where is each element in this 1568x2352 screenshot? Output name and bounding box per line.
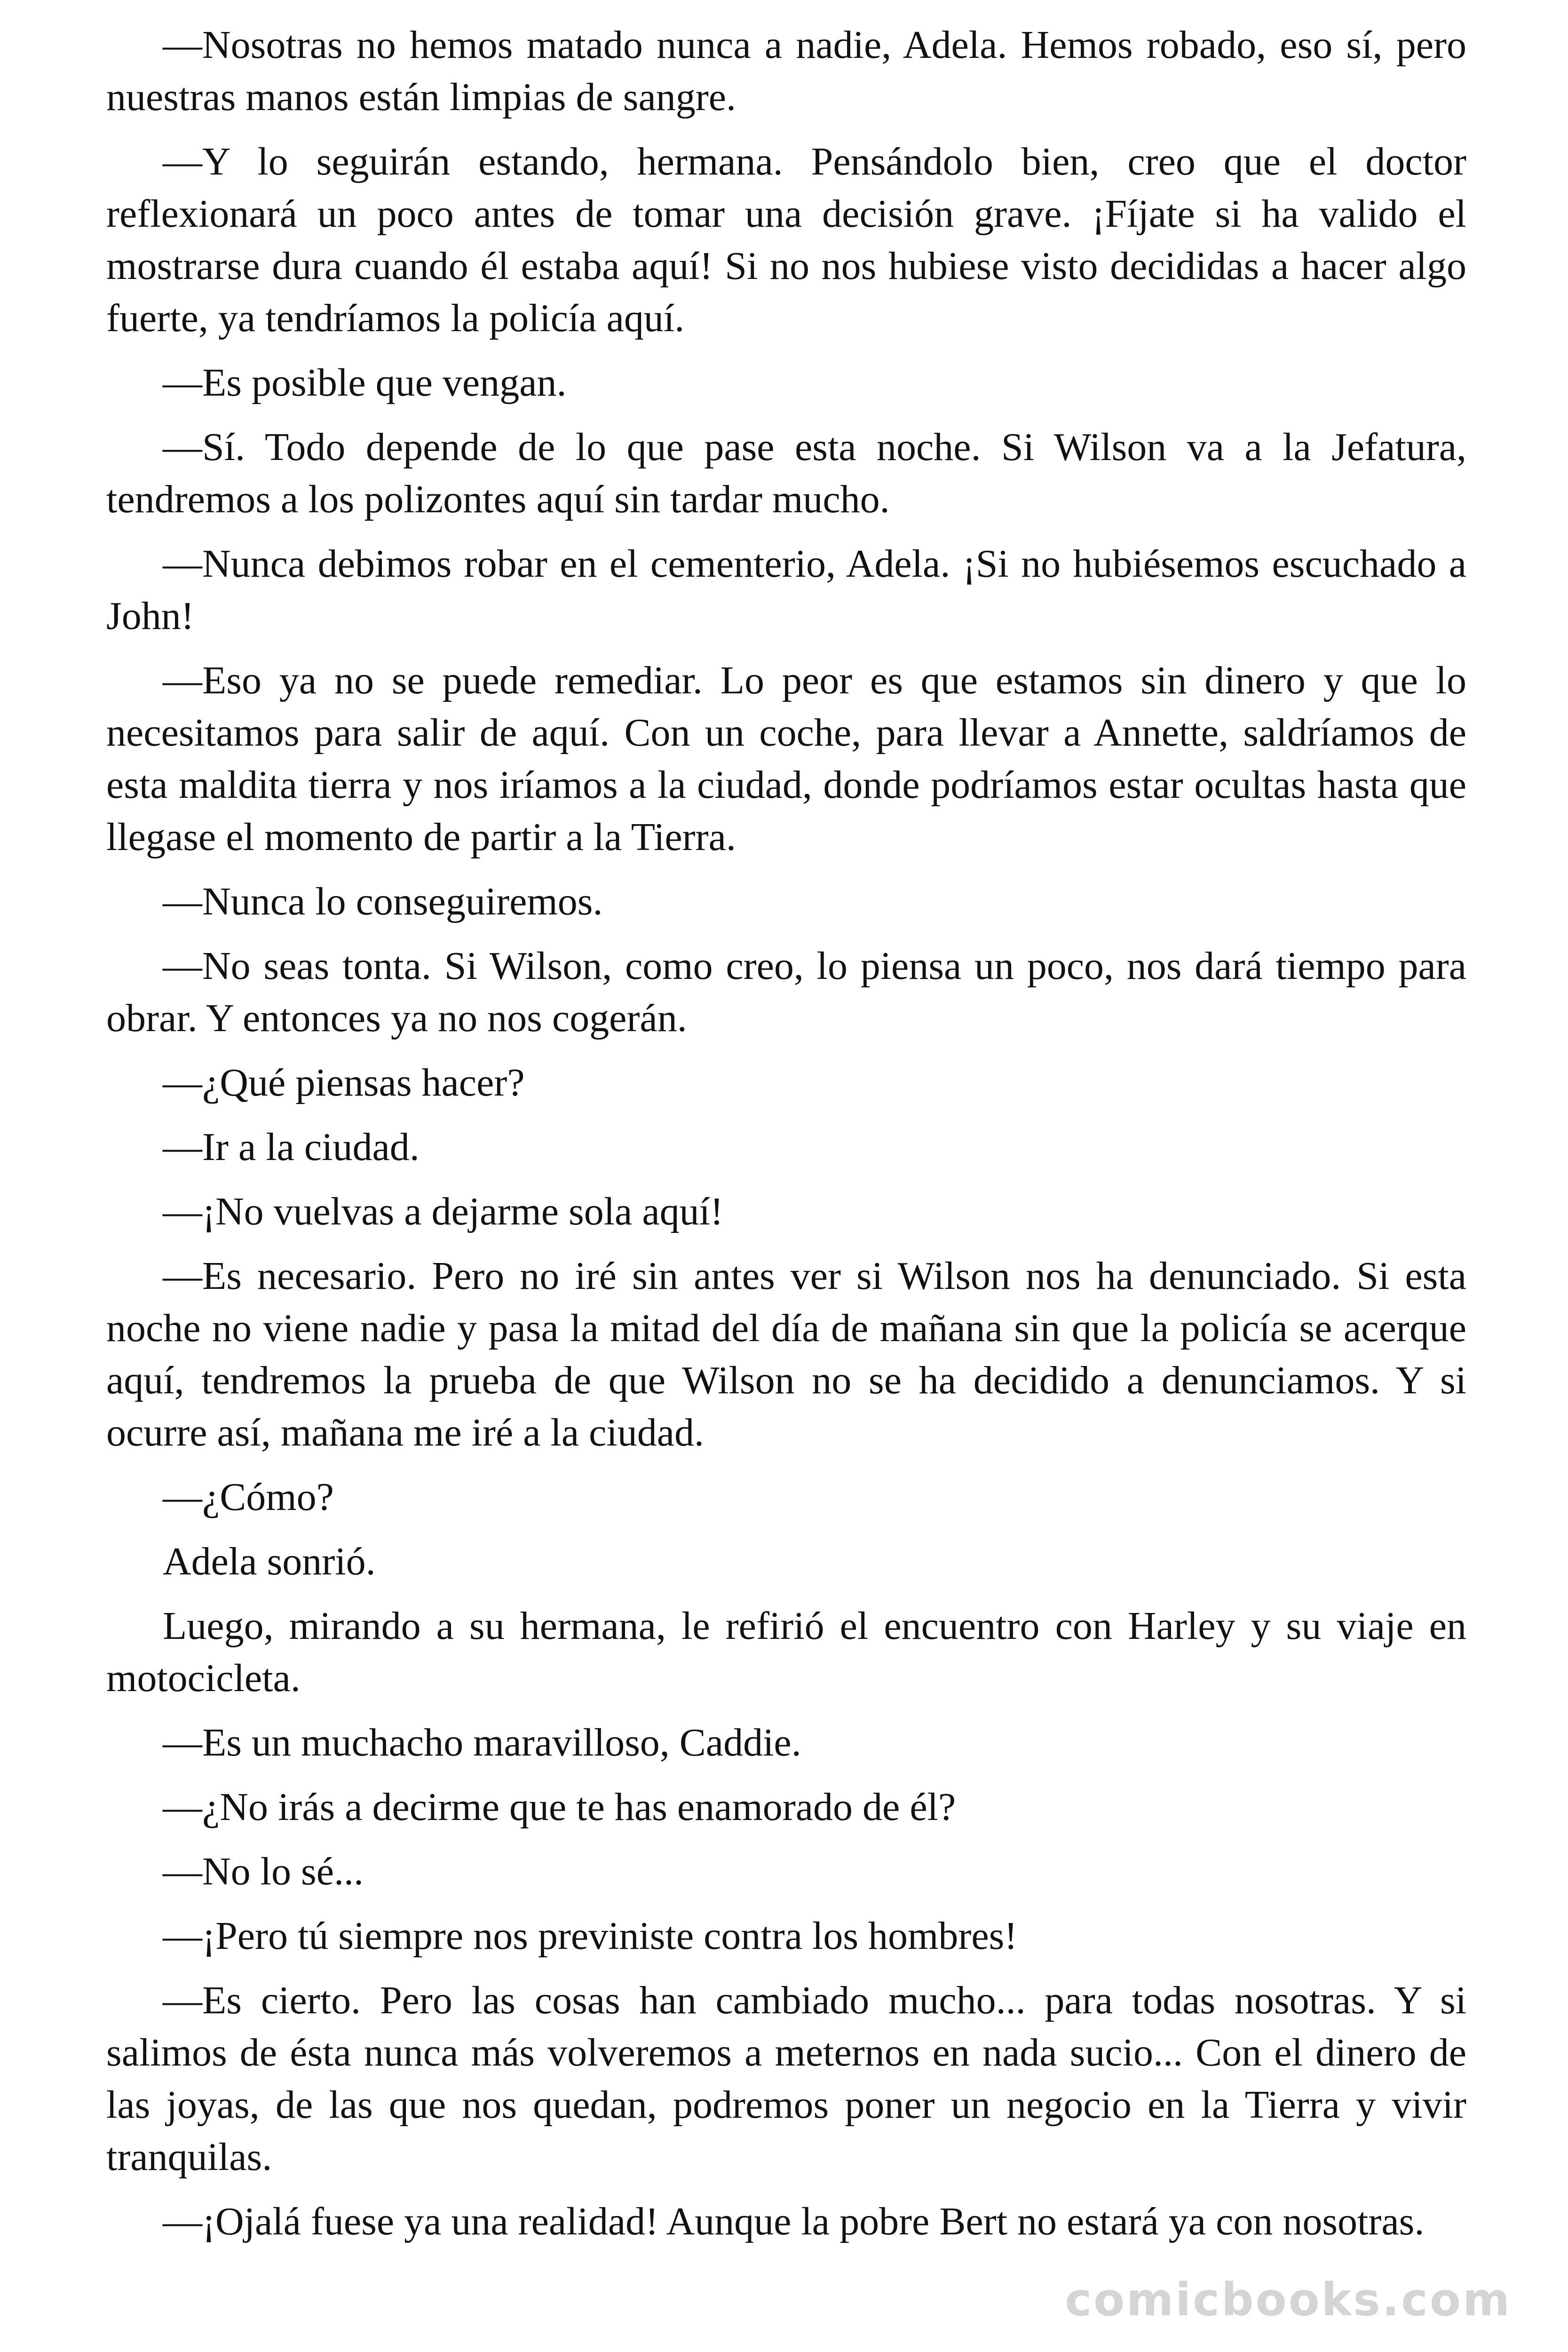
paragraph: —¡Pero tú siempre nos previniste contra los hombres! <box>163 1914 1018 1958</box>
paragraph: —¿No irás a decirme que te has enamorado de él? <box>163 1785 956 1829</box>
paragraph: Adela sonrió. <box>163 1540 376 1583</box>
paragraph: —Nosotras no hemos matado nunca a nadie, Adela. Hemos robado, eso sí, pero nuestras manos están limpias de sangre. <box>106 23 1466 119</box>
paragraph: —Es cierto. Pero las cosas han cambiado mucho... para todas nosotras. Y si salimos de ésta nunca más volveremos a meternos en nada sucio... Con el dinero de las joyas, de las que nos quedan, podremos poner un negocio en la Tierra y vivir tranquilas. <box>106 1979 1466 2179</box>
paragraph: —Nunca lo conseguiremos. <box>163 880 603 923</box>
paragraph: Luego, mirando a su hermana, le refirió el encuentro con Harley y su viaje en motocicleta. <box>106 1604 1466 1700</box>
paragraph: —¿Cómo? <box>163 1475 334 1519</box>
paragraph: —Es posible que vengan. <box>163 361 567 405</box>
paragraph: —¡Ojalá fuese ya una realidad! Aunque la pobre Bert no estará ya con nosotras. <box>163 2200 1425 2243</box>
paragraph: —Ir a la ciudad. <box>163 1125 420 1169</box>
book-page <box>106 19 1466 2260</box>
paragraph: —Sí. Todo depende de lo que pase esta noche. Si Wilson va a la Jefatura, tendremos a los polizontes aquí sin tardar mucho. <box>106 425 1466 521</box>
paragraph: —Eso ya no se puede remediar. Lo peor es que estamos sin dinero y que lo necesitamos para salir de aquí. Con un coche, para llevar a Annette, saldríamos de esta maldita tierra y nos iríamos a la ciudad, donde podríamos estar ocultas hasta que llegase el momento de partir a la Tierra. <box>106 659 1466 859</box>
paragraph: —Y lo seguirán estando, hermana. Pensándolo bien, creo que el doctor reflexionará un poco antes de tomar una decisión grave. ¡Fíjate si ha valido el mostrarse dura cuando él estaba aquí! Si no nos hubiese visto decididas a hacer algo fuerte, ya tendríamos la policía aquí. <box>106 140 1466 340</box>
watermark: comicbooks.com <box>1065 2273 1512 2326</box>
paragraph: —Es necesario. Pero no iré sin antes ver si Wilson nos ha denunciado. Si esta noche no viene nadie y pasa la mitad del día de mañana sin que la policía se acerque aquí, tendremos la prueba de que Wilson no se ha decidido a denunciamos. Y si ocurre así, mañana me iré a la ciudad. <box>106 1254 1466 1454</box>
paragraph: —Es un muchacho maravilloso, Caddie. <box>163 1721 801 1764</box>
paragraph: —No seas tonta. Si Wilson, como creo, lo piensa un poco, nos dará tiempo para obrar. Y entonces ya no nos cogerán. <box>106 944 1466 1040</box>
paragraph: —¿Qué piensas hacer? <box>163 1061 525 1104</box>
paragraph: —¡No vuelvas a dejarme sola aquí! <box>163 1190 723 1233</box>
paragraph: —Nunca debimos robar en el cementerio, Adela. ¡Si no hubiésemos escuchado a John! <box>106 542 1466 638</box>
paragraph: —No lo sé... <box>163 1850 364 1893</box>
